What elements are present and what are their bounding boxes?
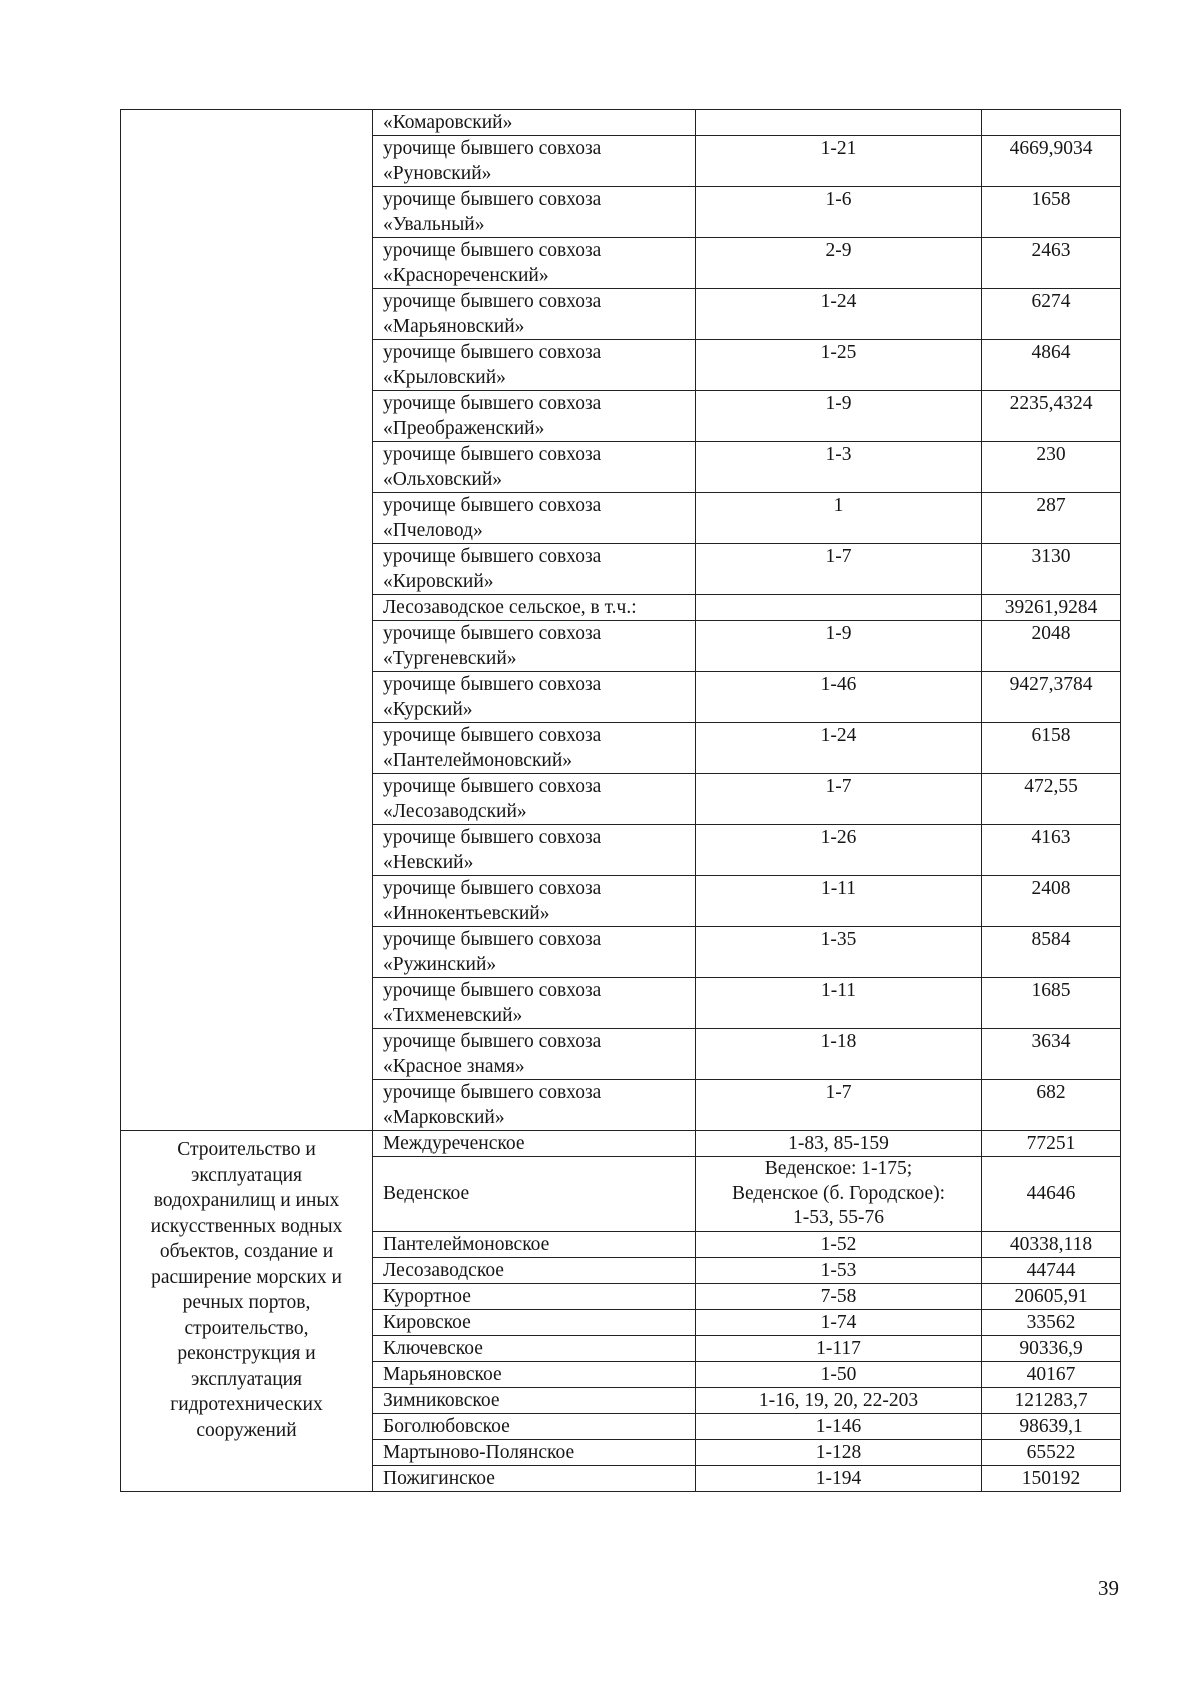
territory-name-cell: Курортное [373,1283,696,1309]
area-cell: 3130 [982,544,1121,595]
area-cell: 472,55 [982,774,1121,825]
area-cell: 77251 [982,1131,1121,1157]
plot-numbers-cell: 1-53 [696,1257,982,1283]
plot-numbers-cell: 1-35 [696,927,982,978]
territory-name-cell: урочище бывшего совхоза «Пантелеймоновский» [373,723,696,774]
plot-numbers-cell: 1-25 [696,340,982,391]
plot-numbers-cell: 1-117 [696,1335,982,1361]
area-cell: 150192 [982,1465,1121,1491]
plot-numbers-cell: 1-11 [696,876,982,927]
territory-name-cell: урочище бывшего совхоза «Краснореченский» [373,238,696,289]
table-row [121,110,1121,136]
area-cell: 2408 [982,876,1121,927]
area-cell: 44646 [982,1157,1121,1232]
plot-numbers-cell: 1-11 [696,978,982,1029]
land-allocation-table [120,109,1121,1492]
plot-numbers-cell: 1-18 [696,1029,982,1080]
territory-name-cell: Мартыново-Полянское [373,1439,696,1465]
territory-name-cell: урочище бывшего совхоза «Тургеневский» [373,621,696,672]
area-cell: 2463 [982,238,1121,289]
area-cell: 90336,9 [982,1335,1121,1361]
area-cell: 4163 [982,825,1121,876]
area-cell: 682 [982,1080,1121,1131]
territory-name-cell: урочище бывшего совхоза «Увальный» [373,187,696,238]
area-cell: 1685 [982,978,1121,1029]
area-cell: 40338,118 [982,1231,1121,1257]
section1-purpose-cell [121,110,373,1131]
plot-numbers-cell: 1-9 [696,391,982,442]
plot-numbers-cell: 1-6 [696,187,982,238]
territory-name-cell: Лесозаводское сельское, в т.ч.: [373,595,696,621]
plot-numbers-cell: 1 [696,493,982,544]
area-cell: 8584 [982,927,1121,978]
area-cell: 6158 [982,723,1121,774]
territory-name-cell: Лесозаводское [373,1257,696,1283]
territory-name-cell: Веденское [373,1157,696,1232]
territory-name-cell: Боголюбовское [373,1413,696,1439]
territory-name-cell: урочище бывшего совхоза «Руновский» [373,136,696,187]
area-cell: 20605,91 [982,1283,1121,1309]
territory-name-cell: урочище бывшего совхоза «Преображенский» [373,391,696,442]
territory-name-cell: урочище бывшего совхоза «Марьяновский» [373,289,696,340]
territory-name-cell: урочище бывшего совхоза «Ружинский» [373,927,696,978]
territory-name-cell: Зимниковское [373,1387,696,1413]
area-cell: 4669,9034 [982,136,1121,187]
plot-numbers-cell [696,595,982,621]
plot-numbers-cell: 1-16, 19, 20, 22-203 [696,1387,982,1413]
plot-numbers-cell: 1-50 [696,1361,982,1387]
plot-numbers-cell: 1-21 [696,136,982,187]
plot-numbers-cell: 1-26 [696,825,982,876]
plot-numbers-cell: 1-7 [696,1080,982,1131]
plot-numbers-cell: 1-46 [696,672,982,723]
territory-name-cell: урочище бывшего совхоза «Иннокентьевский» [373,876,696,927]
plot-numbers-cell: 1-146 [696,1413,982,1439]
plot-numbers-cell: 1-24 [696,289,982,340]
area-cell: 6274 [982,289,1121,340]
area-cell: 1658 [982,187,1121,238]
territory-name-cell: урочище бывшего совхоза «Лесозаводский» [373,774,696,825]
plot-numbers-cell: 1-83, 85-159 [696,1131,982,1157]
plot-numbers-cell: 1-9 [696,621,982,672]
territory-name-cell: «Комаровский» [373,110,696,136]
territory-name-cell: урочище бывшего совхоза «Ольховский» [373,442,696,493]
area-cell: 3634 [982,1029,1121,1080]
territory-name-cell: Пожигинское [373,1465,696,1491]
area-cell: 98639,1 [982,1413,1121,1439]
table-row [121,1131,1121,1157]
plot-numbers-cell: Веденское: 1-175; Веденское (б. Городское): 1-53, 55-76 [696,1157,982,1232]
territory-name-cell: Кировское [373,1309,696,1335]
area-cell: 39261,9284 [982,595,1121,621]
territory-name-cell: урочище бывшего совхоза «Красное знамя» [373,1029,696,1080]
territory-name-cell: Междуреченское [373,1131,696,1157]
territory-name-cell: урочище бывшего совхоза «Пчеловод» [373,493,696,544]
plot-numbers-cell: 1-3 [696,442,982,493]
area-cell: 230 [982,442,1121,493]
plot-numbers-cell: 1-7 [696,544,982,595]
area-cell: 2235,4324 [982,391,1121,442]
territory-name-cell: урочище бывшего совхоза «Марковский» [373,1080,696,1131]
plot-numbers-cell: 1-194 [696,1465,982,1491]
plot-numbers-cell: 1-24 [696,723,982,774]
territory-name-cell: Марьяновское [373,1361,696,1387]
area-cell [982,110,1121,136]
area-cell: 44744 [982,1257,1121,1283]
territory-name-cell: Пантелеймоновское [373,1231,696,1257]
plot-numbers-cell: 1-52 [696,1231,982,1257]
area-cell: 121283,7 [982,1387,1121,1413]
area-cell: 40167 [982,1361,1121,1387]
territory-name-cell: урочище бывшего совхоза «Крыловский» [373,340,696,391]
plot-numbers-cell [696,110,982,136]
area-cell: 287 [982,493,1121,544]
plot-numbers-cell: 1-7 [696,774,982,825]
page-number: 39 [1098,1576,1119,1600]
area-cell: 4864 [982,340,1121,391]
area-cell: 2048 [982,621,1121,672]
area-cell: 65522 [982,1439,1121,1465]
section2-purpose-cell: Строительство и эксплуатация водохранилищ и иных искусственных водных объектов, создание и расширение морских и речных портов, строительство, реконструкция и эксплуатация гидротехнических сооружений [121,1131,373,1492]
territory-name-cell: урочище бывшего совхоза «Кировский» [373,544,696,595]
area-cell: 9427,3784 [982,672,1121,723]
plot-numbers-cell: 7-58 [696,1283,982,1309]
plot-numbers-cell: 1-74 [696,1309,982,1335]
area-cell: 33562 [982,1309,1121,1335]
plot-numbers-cell: 1-128 [696,1439,982,1465]
territory-name-cell: урочище бывшего совхоза «Тихменевский» [373,978,696,1029]
territory-name-cell: Ключевское [373,1335,696,1361]
territory-name-cell: урочище бывшего совхоза «Курский» [373,672,696,723]
territory-name-cell: урочище бывшего совхоза «Невский» [373,825,696,876]
plot-numbers-cell: 2-9 [696,238,982,289]
